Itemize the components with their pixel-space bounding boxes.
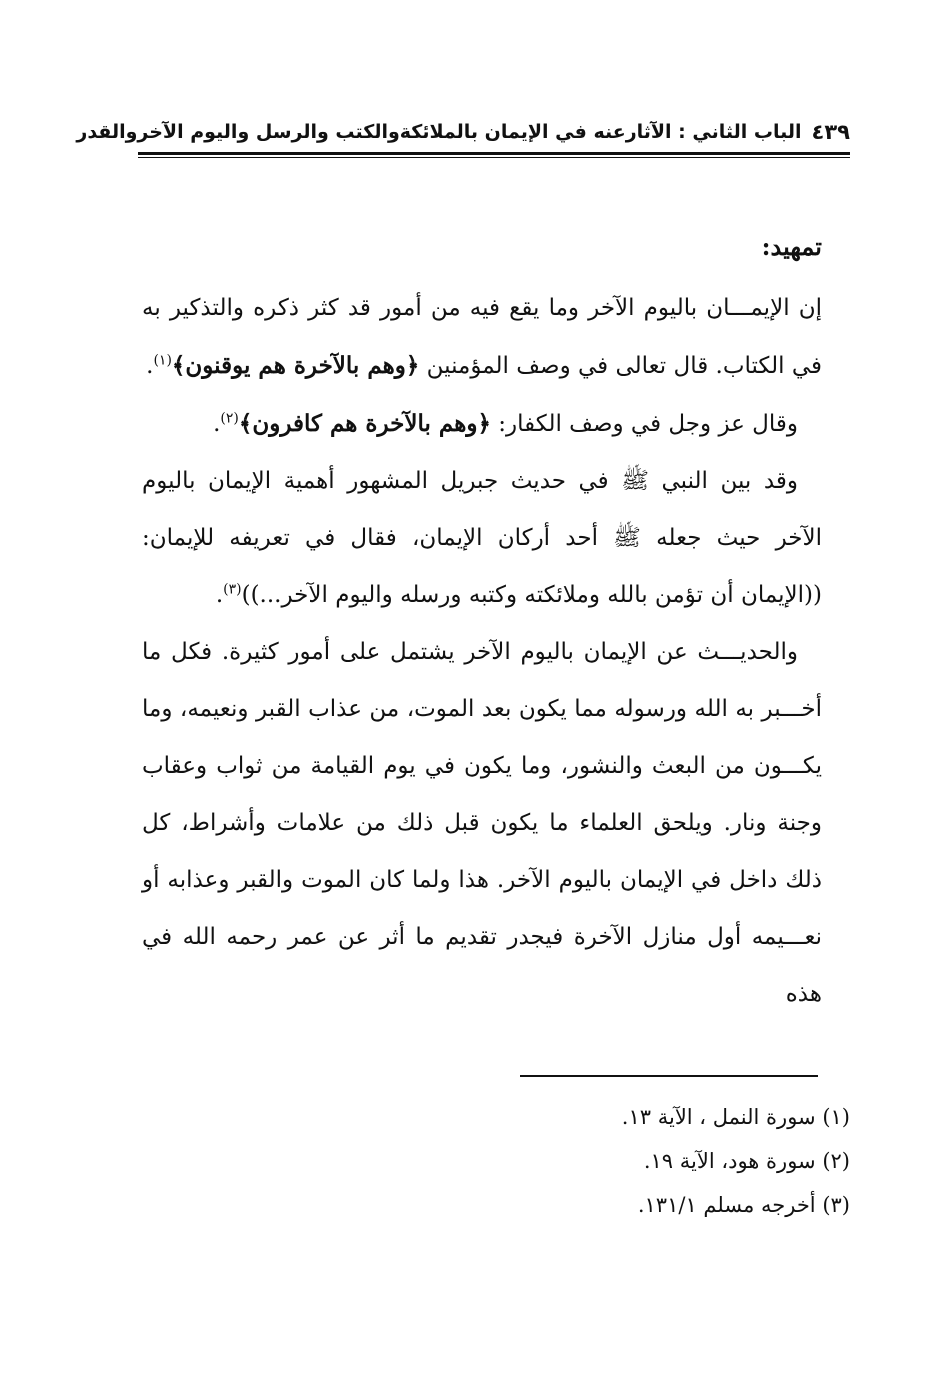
paragraph-2: [142, 395, 822, 453]
body-text: [142, 222, 822, 1023]
paragraph-4: [142, 624, 822, 1023]
paragraph-1: [142, 280, 822, 395]
paragraph-text: وقد بين النبي ﷺ في حديث جبريل المشهور أهمية الإيمان باليوم الآخر حيث جعله ﷺ أحد أركان الإيمان، فقال في تعريفه للإيمان: ((الإيمان أن تؤمن بالله وملائكته وكتبه ورسله واليوم الآخر...)): [142, 468, 822, 608]
footnote-ref: (٣): [223, 581, 242, 598]
header-rule: [138, 152, 850, 155]
quran-verse: ﴿وهم بالآخرة هم يوقنون﴾: [171, 352, 420, 379]
section-heading: تمهيد:: [761, 232, 822, 261]
footnote-ref: (١): [153, 352, 172, 369]
paragraphs: [142, 280, 822, 1023]
paragraph-text: .: [213, 411, 221, 437]
footnote-1: (١) سورة النمل ، الآية ١٣.: [621, 1105, 850, 1129]
paragraph-text: وقال عز وجل في وصف الكفار:: [490, 411, 798, 437]
paragraph-text: .: [215, 582, 224, 608]
paragraph-text: إن الإيمـــان باليوم الآخر وما يقع فيه من أمور قد كثر ذكره والتذكير به في الكتاب. قال تعالى في وصف المؤمنين: [142, 295, 822, 379]
header-rule-thin: [138, 157, 850, 158]
footnotes: [420, 1095, 850, 1227]
paragraph-text: .: [146, 353, 154, 379]
paragraph-3: [142, 453, 822, 624]
footnote-rule: [520, 1075, 818, 1077]
running-header: [76, 112, 850, 152]
footnote-2: (٢) سورة هود، الآية ١٩.: [643, 1149, 850, 1173]
quran-verse: ﴿وهم بالآخرة هم كافرون﴾: [238, 410, 491, 437]
footnote-ref: (٢): [220, 410, 239, 427]
footnote-3: (٣) أخرجه مسلم ١٣١/١.: [637, 1193, 850, 1217]
page-number: ٤٣٩: [811, 120, 850, 144]
chapter-title: الباب الثاني : الآثارعنه في الإيمان بالملائكةوالكتب والرسل واليوم الآخروالقدر: [76, 121, 802, 143]
paragraph-text: والحديـــث عن الإيمان باليوم الآخر يشتمل على أمور كثيرة. فكل ما أخـــبر به الله ورسوله مما يكون بعد الموت، من عذاب القبر ونعيمه، وما يكـــون من البعث والنشور، وما يكون في يوم القيامة من ثواب وعقاب وجنة ونار. ويلحق العلماء ما يكون قبل ذلك من علامات وأشراط، كل ذلك داخل في الإيمان باليوم الآخر. هذا ولما كان الموت والقبر وعذابه أو نعـــيمه أول منازل الآخرة فيجدر تقديم ما أثر عن عمر رحمه الله في هذه: [142, 639, 822, 1007]
